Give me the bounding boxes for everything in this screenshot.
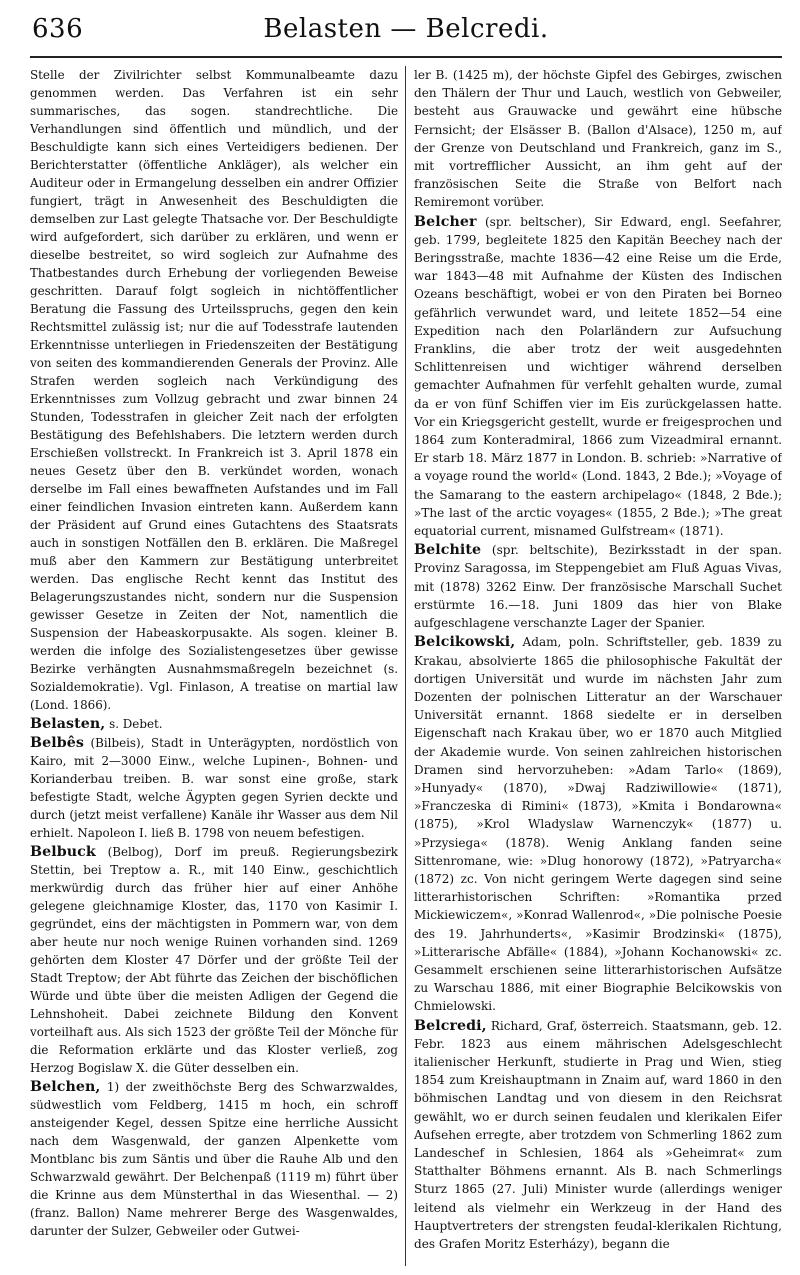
entry-headword: Belcikowski, [414, 634, 516, 651]
entry-belchen [30, 1078, 398, 1240]
page-number: 636 [32, 14, 84, 44]
entry-belchite [414, 541, 782, 632]
continued-paragraph: ler B. (1425 m), der höchste Gipfel des Gebirges, zwischen den Thälern der Thur und Lauch, westlich von Gebweiler, besteht aus Grauwacke und gewährt eine hübsche Fernsicht; der Elsässer B. (Ballon d'Alsace), 1250 m, auf der Grenze von Deutschland und Frankreich, ganz im S., mit vortrefflicher Aussicht, an ihm geht auf der französischen Seite die Straße von Belfort nach Remiremont vorüber. [414, 68, 782, 210]
entry-text: (spr. beltschite), Bezirksstadt in der span. Provinz Saragossa, im Steppengebiet am Fluß Aguas Vivas, mit (1878) 3262 Einw. Der französische Marschall Suchet erstürmte 16.—18. Juni 1809 das hier von Blake aufgeschlagene verschanzte Lager der Spanier. [414, 543, 782, 631]
entry-headword: Belchite [414, 542, 482, 559]
right-column [414, 66, 782, 1266]
running-head: Belasten — Belcredi. [263, 14, 549, 44]
entry-belasten [30, 715, 398, 733]
continued-paragraph: Stelle der Zivilrichter selbst Kommunalbeamte dazu genommen werden. Das Verfahren ist ein sehr summarisches, das sogen. standrechtliche. Die Verhandlungen sind öffentlich und mündlich, und der Beschuldigte kann sich eines Verteidigers bedienen. Der Berichterstatter (öffentliche Ankläger), als welcher ein Auditeur oder in Ermangelung desselben ein andrer Offizier fungiert, trägt in Anwesenheit des Beschuldigten die demselben zur Last gelegte Thatsache vor. Der Beschuldigte wird aufgefordert, sich darüber zu erklären, und wenn er dieselbe bestreitet, so wird sogleich zur Aufnahme des Thatbestandes durch Erhebung der vorliegenden Beweise geschritten. Darauf folgt sogleich in nichtöffentlicher Beratung die Fassung des Urteilsspruchs, gegen den kein Rechtsmittel zulässig ist; nur die auf Todesstrafe lautenden Erkenntnisse unterliegen in Friedenszeiten der Bestätigung von seiten des kommandierenden Generals der Provinz. Alle Strafen werden sogleich nach Verkündigung des Erkenntnisses zum Vollzug gebracht und zwar binnen 24 Stunden, Todesstrafen in gleicher Zeit nach der erfolgten Bestätigung des Befehlshabers. Die letztern werden durch Erschießen vollstreckt. In Frankreich ist 3. April 1878 ein neues Gesetz über den B. verkündet worden, wonach derselbe im Fall eines bewaffneten Aufstandes und im Fall einer feindlichen Invasion eintreten kann. Außerdem kann der Präsident auf Grund eines Gutachtens des Staatsrats auch in sonstigen Notfällen den B. erklären. Die Maßregel muß aber den Kammern zur Bestätigung unterbreitet werden. Das englische Recht kennt das Institut des Belagerungszustandes nicht, sondern nur die Suspension gewisser Gesetze in Zeiten der Not, namentlich die Suspension der Habeaskorpusakte. Als sogen. kleiner B. werden die infolge des Sozialistengesetzes über gewisse Bezirke verhängten Ausnahmsmaßregeln bezeichnet (s. Sozialdemokratie). Vgl. Finlason, A treatise on martial law (Lond. 1866). [30, 68, 398, 712]
entry-headword: Belcredi, [414, 1017, 487, 1034]
entry-headword: Belchen, [30, 1079, 101, 1095]
page-header [30, 8, 782, 48]
entry-text: Richard, Graf, österreich. Staatsmann, geb. 12. Febr. 1823 aus einem mährischen Adelsgeschlecht italienischer Herkunft, studierte in Prag und Wien, stieg 1854 zum Kreishauptmann in Znaim auf, ward 1860 in den böhmischen Landtag und von diesem in den Reichsrat gewählt, wo er durch seinen feudalen und klerikalen Eifer Aufsehen erregte, aber trotzdem von Schmerling 1862 zum Landeschef in Schlesien, 1864 als »Geheimrat« zum Statthalter Böhmens ernannt. Als B. nach Schmerlings Sturz 1865 (27. Juli) Minister wurde (allerdings weniger leitend als vielmehr ein Werkzeug in der Hand des Hauptvertreters der strengsten feudal-klerikalen Richtung, des Grafen Moritz Esterházy), begann die [414, 1018, 782, 1251]
entry-text: 1) der zweithöchste Berg des Schwarzwaldes, südwestlich vom Feldberg, 1415 m hoch, ein schroff ansteigender Kegel, dessen Spitze eine herrliche Aussicht nach dem Wasgenwald, der ganzen Alpenkette vom Montblanc bis zum Säntis und über die Rauhe Alb und den Schwarzwald gewährt. Der Belchenpaß (1119 m) führt über die Krinne aus dem Münsterthal in das Wiesenthal. — 2) (franz. Ballon) Name mehrerer Berge des Wasgenwaldes, darunter der Sulzer, Gebweiler oder Gutwei- [30, 1080, 398, 1238]
entry-text: (spr. beltscher), Sir Edward, engl. Seefahrer, geb. 1799, begleitete 1825 den Kapitän Beechey nach der Beringsstraße, machte 1836—42 eine Reise um die Erde, war 1843—48 mit Aufnahme der Küsten des Indischen Ozeans beschäftigt, wobei er von den Piraten bei Borneo gefährlich verwundet ward, und leitete 1852—54 eine Expedition nach den Polarländern zur Aufsuchung Franklins, die aber trotz der weit ausgedehnten Schlittenreisen und wichtiger während derselben gemachter Aufnahmen für verfehlt gehalten wurde, zumal da er von fünf Schiffen vier im Eis zurückgelassen hatte. Vor ein Kriegsgericht gestellt, wurde er freigesprochen und 1864 zum Konteradmiral, 1866 zum Vizeadmiral ernannt. Er starb 18. März 1877 in London. B. schrieb: »Narrative of a voyage round the world« (Lond. 1843, 2 Bde.); »Voyage of the Samarang to the eastern archipelago« (1848, 2 Bde.); »The last of the arctic voyages« (1855, 2 Bde.); »The great equatorial current, misnamed Gulfstream« (1871). [414, 214, 782, 539]
entry-text: Adam, poln. Schriftsteller, geb. 1839 zu Krakau, absolvierte 1865 die philosophische Fakultät der dortigen Universität und wurde im nächsten Jahr zum Dozenten der polnischen Litteratur an der Warschauer Universität ernannt. 1868 siedelte er in derselben Eigenschaft nach Krakau über, wo er 1870 auch Mitglied der Akademie wurde. Von seinen zahlreichen historischen Dramen sind hervorzuheben: »Adam Tarlo« (1869), »Hunyady« (1870), »Dwaj Radziwillowie« (1871), »Franczeska di Rimini« (1873), »Kmita i Bondarowna« (1875), »Krol Wladyslaw Warnenczyk« (1877) u. »Przysiega« (1878). Wenig Anklang fanden seine Sittenromane, wie: »Dlug honorowy (1872), »Patryarcha« (1872) zc. Von nicht geringem Werte dagegen sind seine litterarhistorischen Schriften: »Romantika przed Mickiewiczem«, »Konrad Wallenrod«, »Die polnische Poesie des 19. Jahrhunderts«, »Kasimir Brodzinski« (1875), »Litterarische Abfälle« (1884), »Johann Kochanowski« zc. Gesammelt erschienen seine litterarhistorischen Aufsätze zu Warschau 1886, mit einer Biographie Belcikowskis von Chmielowski. [414, 635, 782, 1014]
entry-headword: Belasten, [30, 716, 106, 732]
entry-text: s. Debet. [105, 717, 163, 731]
entry-belcredi [414, 1017, 782, 1254]
entry-headword: Belbuck [30, 844, 96, 860]
entry-text: (Bilbeis), Stadt in Unterägypten, nordöstlich von Kairo, mit 2—3000 Einw., welche Lupinen-, Bohnen- und Korianderbau treiben. B. war sonst eine große, stark befestigte Stadt, welche Ägypten gegen Syrien deckte und durch (jetzt meist verfallene) Kanäle ihr Wasser aus dem Nil erhielt. Napoleon I. ließ B. 1798 von neuem befestigen. [30, 736, 398, 840]
entry-text: (Belbog), Dorf im preuß. Regierungsbezirk Stettin, bei Treptow a. R., mit 140 Einw., geschichtlich merkwürdig durch das früher hier auf einer Anhöhe gelegene gleichnamige Kloster, das, 1170 von Kasimir I. gegründet, eins der mächtigsten in Pommern war, von dem aber heute nur noch wenige Ruinen vorhanden sind. 1269 gehörten dem Kloster 47 Dörfer und der größte Teil der Stadt Treptow; der Abt führte das Zeichen der bischöflichen Würde und übte über die meisten Adligen der Gegend die Lehnshoheit. Dabei zeichnete Bildung den Konvent vorteilhaft aus. Als sich 1523 der größte Teil der Mönche für die Reformation erklärte und das Kloster verließ, zog Herzog Bogislaw X. die Güter desselben ein. [30, 845, 398, 1075]
entry-belbes [30, 734, 398, 842]
entry-belcher [414, 213, 782, 541]
left-column [30, 66, 398, 1266]
entry-headword: Belcher [414, 213, 477, 230]
entry-belbuck [30, 843, 398, 1077]
header-rule [30, 56, 782, 58]
column-divider [405, 66, 406, 1266]
entry-belcikowski [414, 633, 782, 1015]
entry-headword: Belbês [30, 735, 84, 751]
